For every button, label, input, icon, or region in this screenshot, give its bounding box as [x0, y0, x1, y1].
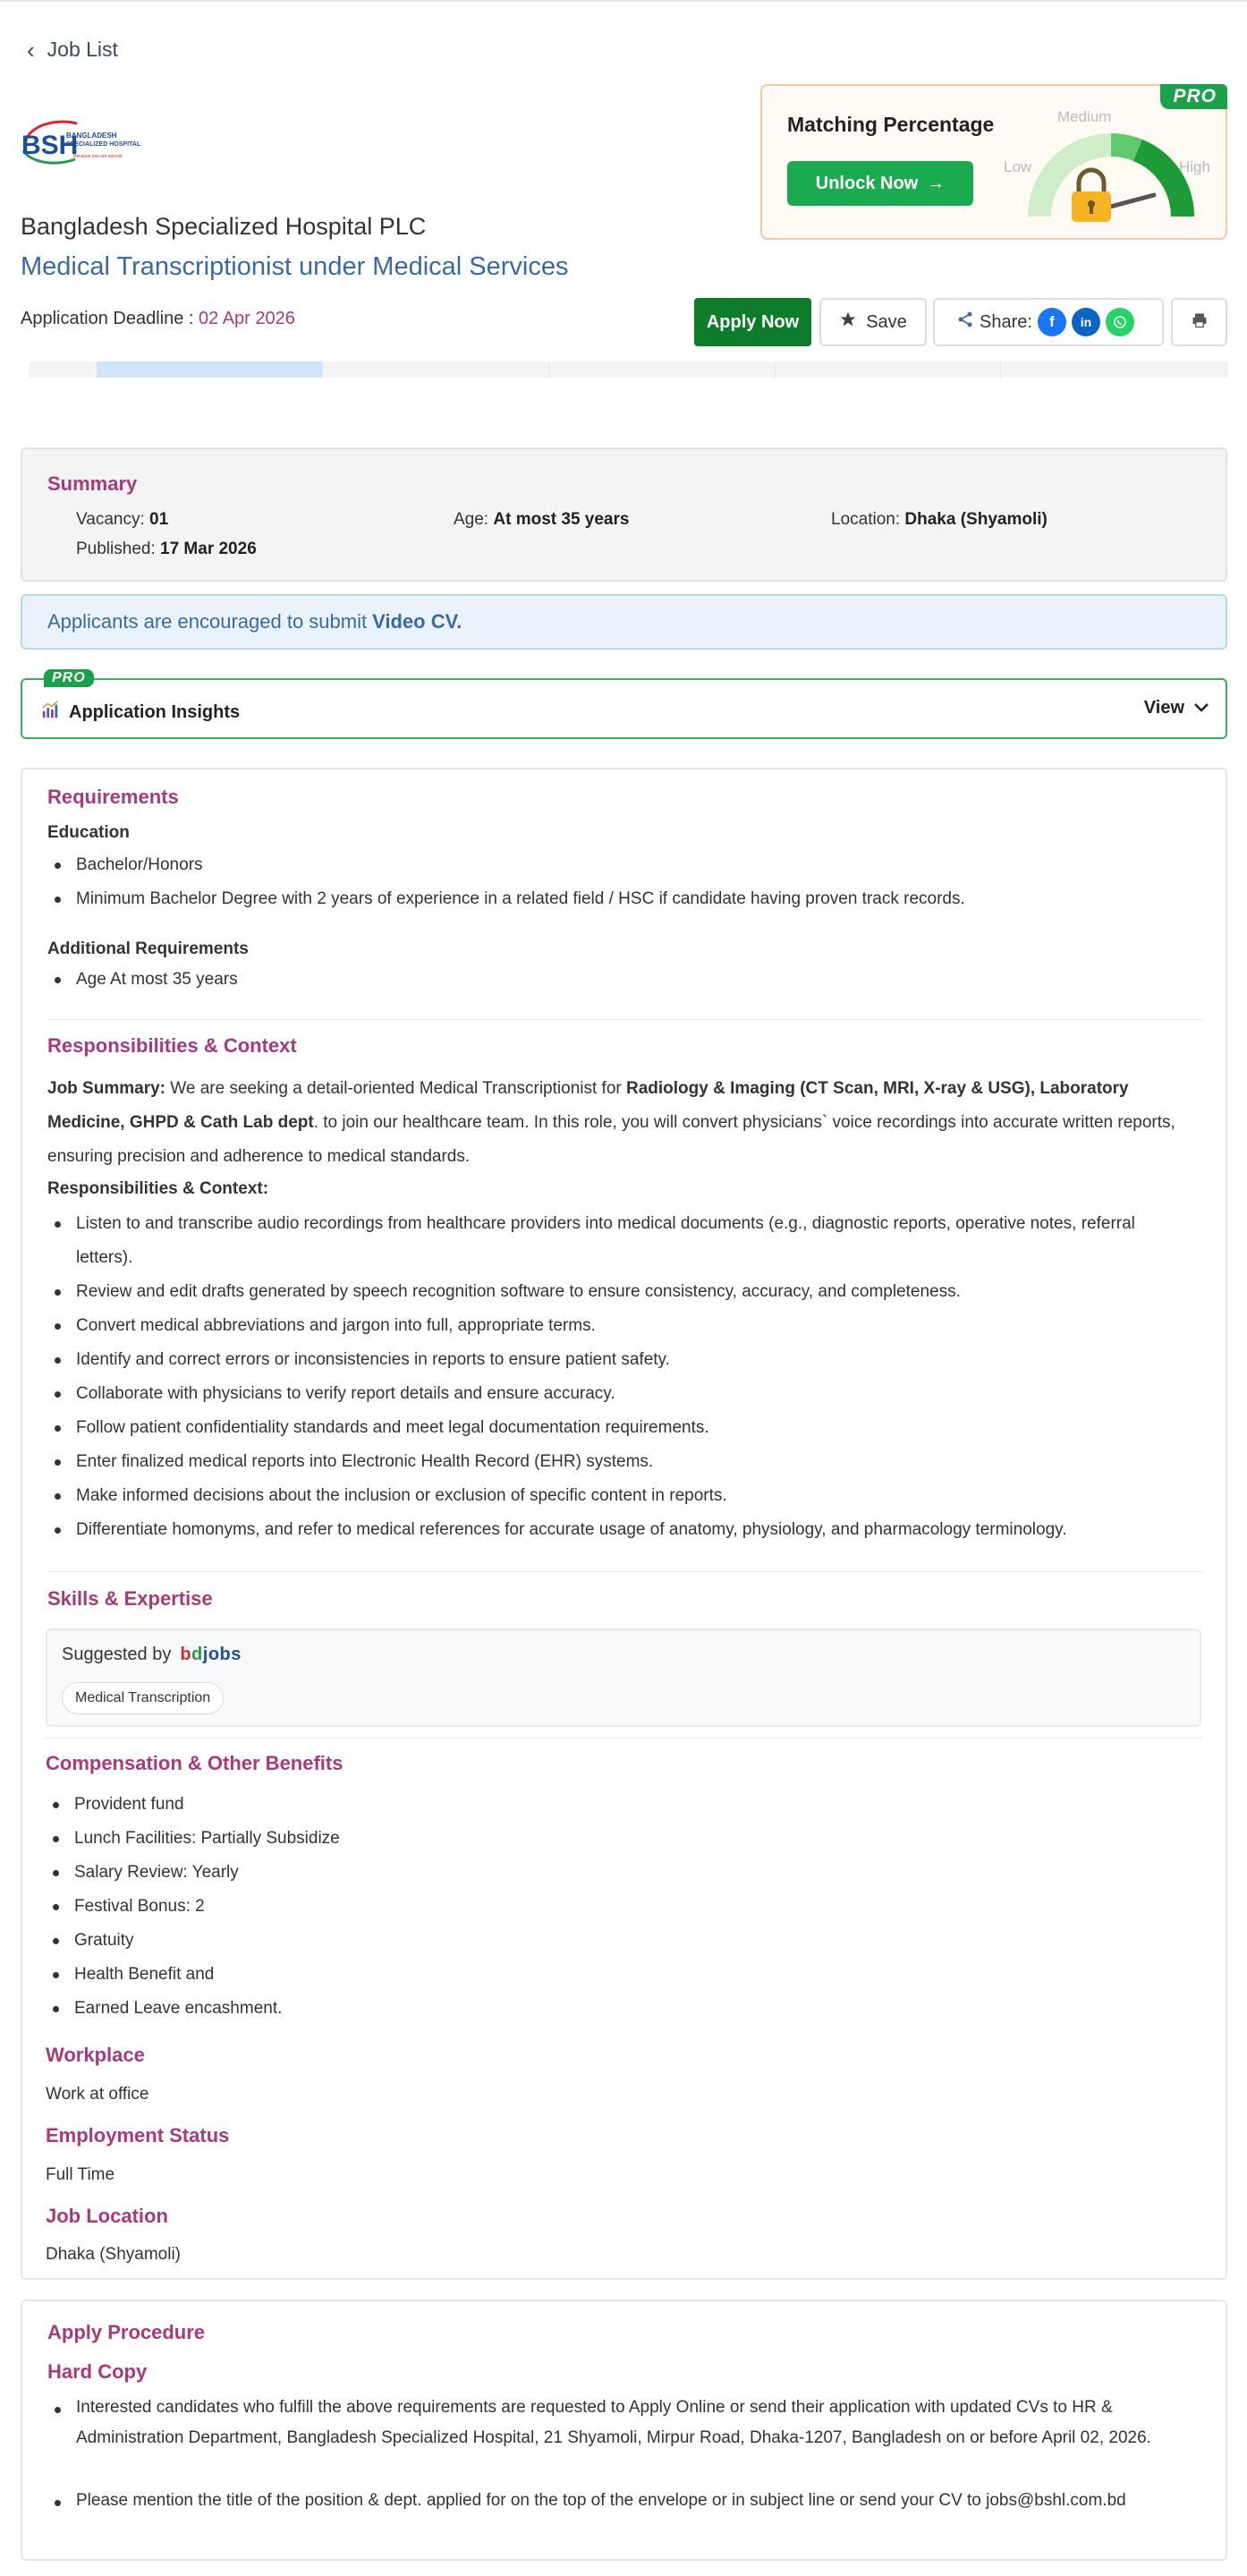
- summary-age: [454, 510, 629, 530]
- benefit-item: Festival Bonus: 2: [74, 1890, 1192, 1924]
- match-gauge: [1004, 106, 1218, 231]
- location-value: Dhaka (Shyamoli): [904, 510, 1048, 529]
- linkedin-icon[interactable]: in: [1072, 308, 1100, 336]
- bdjobs-logo: [180, 1645, 242, 1665]
- additional-requirement-item: Age At most 35 years: [76, 963, 1194, 997]
- location-label: Location:: [831, 510, 905, 529]
- responsibility-item: Listen to and transcribe audio recordings from healthcare providers into medical documents (e.g., diagnostic reports, operative notes, referral letters).: [76, 1207, 1194, 1275]
- apply-procedure-item: Interested candidates who fulfill the above requirements are requested to Apply Online or send their application with updated CVs to HR & Administration Department, Bangladesh Specialized Hospital, 21 Shyamoli, Mirpur Road, Dhaka-1207, Bangladesh on or before April 02, 2026.: [76, 2393, 1194, 2453]
- tab[interactable]: [1001, 361, 1227, 378]
- whatsapp-icon[interactable]: [1106, 308, 1134, 336]
- job-summary-bold: Radiology & Imaging (CT Scan, MRI, X-ray & USG), Laboratory Medicine, GHPD & Cath Lab dept: [47, 1079, 1129, 1132]
- logo-abbr: BSH: [21, 131, 79, 160]
- tab[interactable]: [549, 361, 776, 378]
- employment-status-value: Full Time: [46, 2165, 115, 2184]
- video-cv-highlight[interactable]: Video CV.: [372, 610, 462, 633]
- share-label: Share:: [980, 311, 1032, 332]
- top-divider: [0, 0, 1247, 2]
- job-summary-label: Job Summary:: [47, 1079, 165, 1098]
- responsibility-item: Follow patient confidentiality standards and meet legal documentation requirements.: [76, 1411, 1194, 1445]
- employment-status-heading: Employment Status: [46, 2124, 230, 2147]
- section-divider: [47, 1571, 1203, 1572]
- benefit-item: Earned Leave encashment.: [74, 1992, 1192, 2026]
- responsibility-item: Collaborate with physicians to verify report details and ensure accuracy.: [76, 1377, 1194, 1411]
- insights-pro-badge: PRO: [44, 669, 94, 687]
- summary-vacancy: [76, 510, 168, 530]
- apply-procedure-panel: [21, 2300, 1227, 2561]
- unlock-label: Unlock Now: [815, 173, 919, 193]
- hard-copy-heading: Hard Copy: [47, 2360, 148, 2383]
- bdjobs-d: d: [191, 1645, 203, 1664]
- logo-line2: SPECIALIZED HOSPITAL: [66, 141, 141, 148]
- save-label: Save: [866, 311, 907, 332]
- chevron-left-icon: ‹: [27, 36, 35, 64]
- section-tabs: [29, 361, 1227, 378]
- workplace-heading: Workplace: [46, 2044, 145, 2066]
- back-link[interactable]: [27, 38, 118, 62]
- education-heading: Education: [47, 823, 130, 842]
- video-cv-text: Applicants are encouraged to submit: [47, 610, 368, 633]
- skills-box: [46, 1628, 1201, 1727]
- tab-active[interactable]: [98, 361, 324, 378]
- apply-procedure-heading: Apply Procedure: [47, 2321, 206, 2343]
- suggested-by: [62, 1645, 242, 1665]
- responsibilities-list-heading: Responsibilities & Context:: [47, 1179, 269, 1198]
- logo-line1: BANGLADESH: [66, 132, 117, 140]
- responsibility-item: Enter finalized medical reports into Electronic Health Record (EHR) systems.: [76, 1445, 1194, 1479]
- job-summary-text-2: . to join our healthcare team. In this role, you will convert physicians` voice recordings into accurate written reports, ensuring precision and adherence to medical standards.: [47, 1113, 1175, 1166]
- insights-label-group: [40, 700, 240, 725]
- pro-badge: PRO: [1160, 84, 1227, 109]
- tab-left-edge: [29, 361, 98, 378]
- summary-heading: Summary: [47, 472, 138, 495]
- job-title: Medical Transcriptionist under Medical Services: [21, 252, 569, 281]
- printer-icon: [1191, 311, 1209, 334]
- gauge-low-label: Low: [1004, 158, 1032, 175]
- section-divider: [46, 1738, 1201, 1739]
- job-summary-text-1: We are seeking a detail-oriented Medical Transcriptionist for: [165, 1079, 626, 1098]
- section-divider: [47, 1019, 1203, 1020]
- matching-title: Matching Percentage: [787, 113, 995, 136]
- skill-chip[interactable]: Medical Transcription: [62, 1682, 224, 1714]
- summary-card: [21, 447, 1227, 582]
- published-value: 17 Mar 2026: [160, 540, 257, 558]
- unlock-now-button[interactable]: [787, 161, 973, 206]
- job-location-heading: Job Location: [46, 2205, 168, 2227]
- responsibility-item: Convert medical abbreviations and jargon into full, appropriate terms.: [76, 1309, 1194, 1343]
- education-item: Bachelor/Honors: [76, 848, 1194, 882]
- facebook-icon[interactable]: f: [1038, 308, 1066, 336]
- chevron-down-icon: [1193, 698, 1209, 718]
- print-button[interactable]: [1171, 298, 1227, 346]
- benefit-item: Lunch Facilities: Partially Subsidize: [74, 1822, 1192, 1856]
- save-button[interactable]: [819, 298, 927, 346]
- apply-procedure-item: Please mention the title of the position & dept. applied for on the top of the envelope or in subject line or send your CV to jobs@bshl.com.bd: [76, 2486, 1194, 2516]
- deadline-date: 02 Apr 2026: [199, 309, 295, 328]
- deadline-label: Application Deadline :: [21, 309, 199, 328]
- back-label: Job List: [47, 38, 118, 61]
- education-item: Minimum Bachelor Degree with 2 years of experience in a related field / HSC if candidate having proven track records.: [76, 882, 1194, 916]
- published-label: Published:: [76, 540, 161, 558]
- job-summary-paragraph: [47, 1072, 1201, 1174]
- chart-icon: [40, 700, 60, 725]
- insights-view-toggle[interactable]: [1144, 698, 1209, 718]
- benefit-item: Provident fund: [74, 1788, 1192, 1822]
- share-icon: [956, 310, 974, 334]
- responsibility-item: Differentiate homonyms, and refer to medical references for accurate usage of anatomy, physiology, and pharmacology terminology.: [76, 1513, 1194, 1547]
- age-value: At most 35 years: [493, 510, 630, 529]
- arrow-right-icon: →: [927, 173, 946, 193]
- age-label: Age:: [454, 510, 494, 529]
- matching-percentage-card: [760, 84, 1227, 240]
- view-label: View: [1143, 698, 1184, 718]
- company-logo: [20, 115, 145, 170]
- bdjobs-jobs: jobs: [202, 1645, 242, 1664]
- bdjobs-b: b: [180, 1645, 192, 1664]
- tab[interactable]: [323, 361, 549, 378]
- skills-heading: Skills & Expertise: [47, 1587, 213, 1610]
- benefit-item: Health Benefit and: [74, 1958, 1192, 1992]
- gauge-medium-label: Medium: [1057, 108, 1112, 125]
- share-group: [933, 298, 1164, 346]
- video-cv-notice: [21, 594, 1227, 650]
- requirements-heading: Requirements: [47, 786, 179, 808]
- responsibility-item: Identify and correct errors or inconsistencies in reports to ensure patient safety.: [76, 1343, 1194, 1377]
- additional-requirements-heading: Additional Requirements: [47, 939, 249, 958]
- application-insights[interactable]: [21, 670, 1227, 739]
- tab[interactable]: [776, 361, 1002, 378]
- benefit-item: Gratuity: [74, 1924, 1192, 1958]
- company-name: Bangladesh Specialized Hospital PLC: [21, 213, 427, 240]
- summary-location: [831, 510, 1048, 530]
- application-deadline: [21, 309, 295, 329]
- benefit-item: Salary Review: Yearly: [74, 1856, 1192, 1890]
- vacancy-label: Vacancy:: [76, 510, 150, 529]
- summary-published: [76, 540, 257, 559]
- job-details-panel: [21, 768, 1227, 2280]
- logo-tagline: Because you are special: [73, 154, 123, 159]
- lock-icon: [1072, 170, 1111, 222]
- apply-now-button[interactable]: Apply Now: [694, 298, 811, 346]
- vacancy-value: 01: [149, 510, 169, 529]
- workplace-value: Work at office: [46, 2085, 149, 2104]
- suggested-label: Suggested by: [62, 1645, 172, 1664]
- responsibility-item: Review and edit drafts generated by speech recognition software to ensure consistency, accuracy, and completeness.: [76, 1275, 1194, 1309]
- responsibilities-heading: Responsibilities & Context: [47, 1034, 297, 1057]
- job-location-value: Dhaka (Shyamoli): [46, 2245, 181, 2264]
- insights-label: Application Insights: [69, 701, 241, 722]
- compensation-heading: Compensation & Other Benefits: [46, 1752, 344, 1774]
- gauge-high-label: High: [1179, 158, 1210, 175]
- star-icon: [839, 310, 857, 334]
- responsibility-item: Make informed decisions about the inclusion or exclusion of specific content in reports.: [76, 1479, 1194, 1513]
